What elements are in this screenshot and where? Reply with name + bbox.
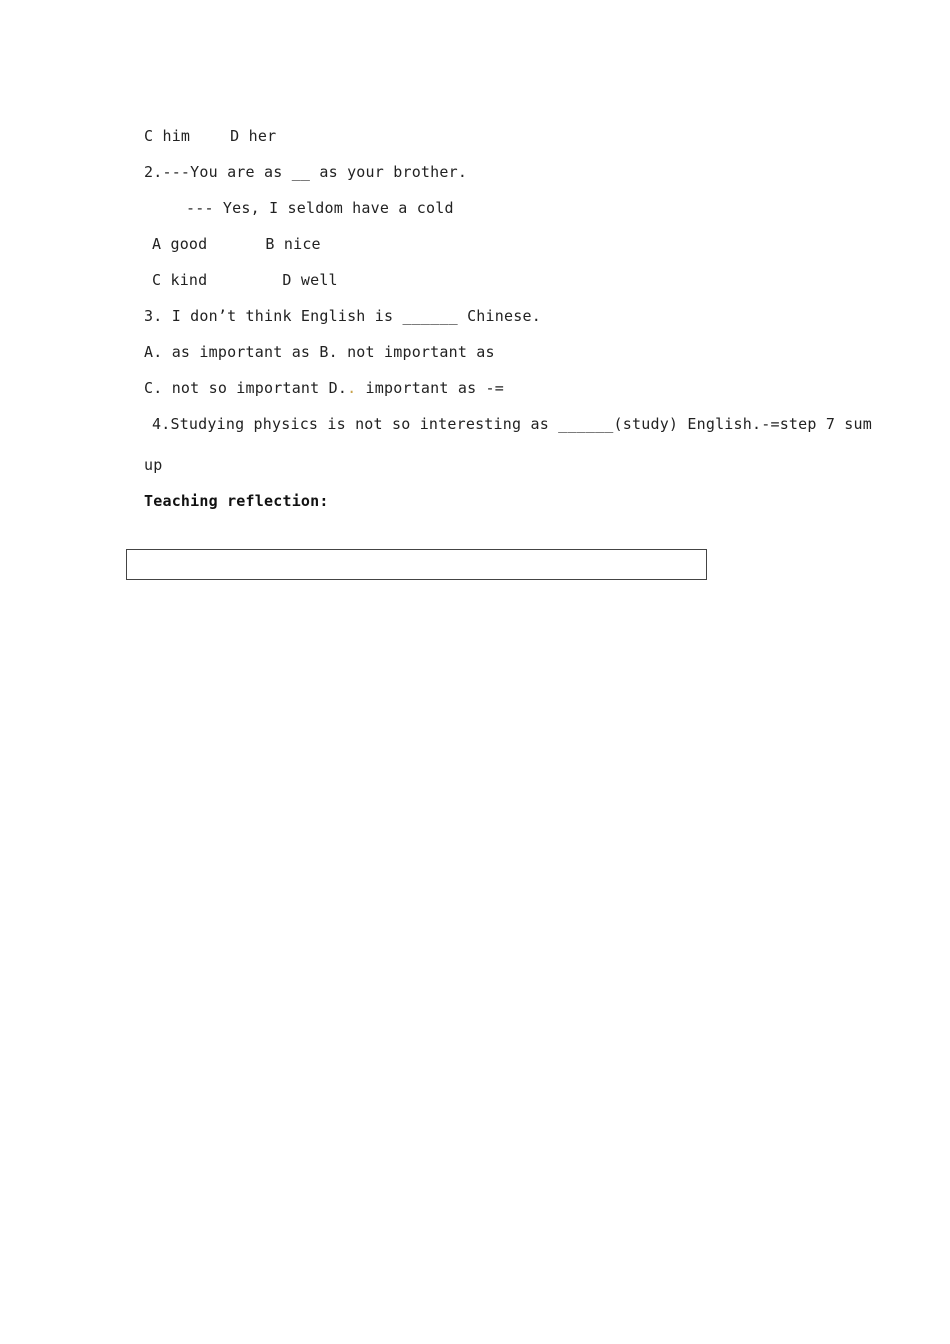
q3-options-c-d: [144, 379, 504, 397]
q1-options-c-d: [144, 127, 276, 145]
q3-option-d-text: important as -=: [356, 379, 505, 397]
q2-options-a-b: [152, 235, 321, 253]
q2-response: --- Yes, I seldom have a cold: [186, 199, 454, 217]
q3-question: 3. I don’t think English is ______ Chinese.: [144, 307, 541, 325]
reflection-box[interactable]: [126, 549, 707, 580]
q1-option-d: D her: [230, 127, 277, 145]
accent-dot: .: [347, 379, 357, 397]
q3-option-c-d-text: C. not so important D.: [144, 379, 348, 397]
q3-options-a-b: A. as important as B. not important as: [144, 343, 495, 361]
q2-option-a: A good: [152, 235, 208, 253]
q2-option-c: C kind: [152, 271, 208, 289]
q2-options-c-d: [152, 271, 338, 289]
teaching-reflection-heading: Teaching reflection:: [144, 492, 329, 510]
q2-question: 2.---You are as __ as your brother.: [144, 163, 468, 181]
q2-option-b: B nice: [265, 235, 321, 253]
q4-question-line2: up: [144, 456, 163, 474]
q2-option-d: D well: [282, 271, 338, 289]
q4-question-line1: 4.Studying physics is not so interesting as ______(study) English.-=step 7 sum: [152, 415, 872, 433]
q1-option-c: C him: [144, 127, 191, 145]
